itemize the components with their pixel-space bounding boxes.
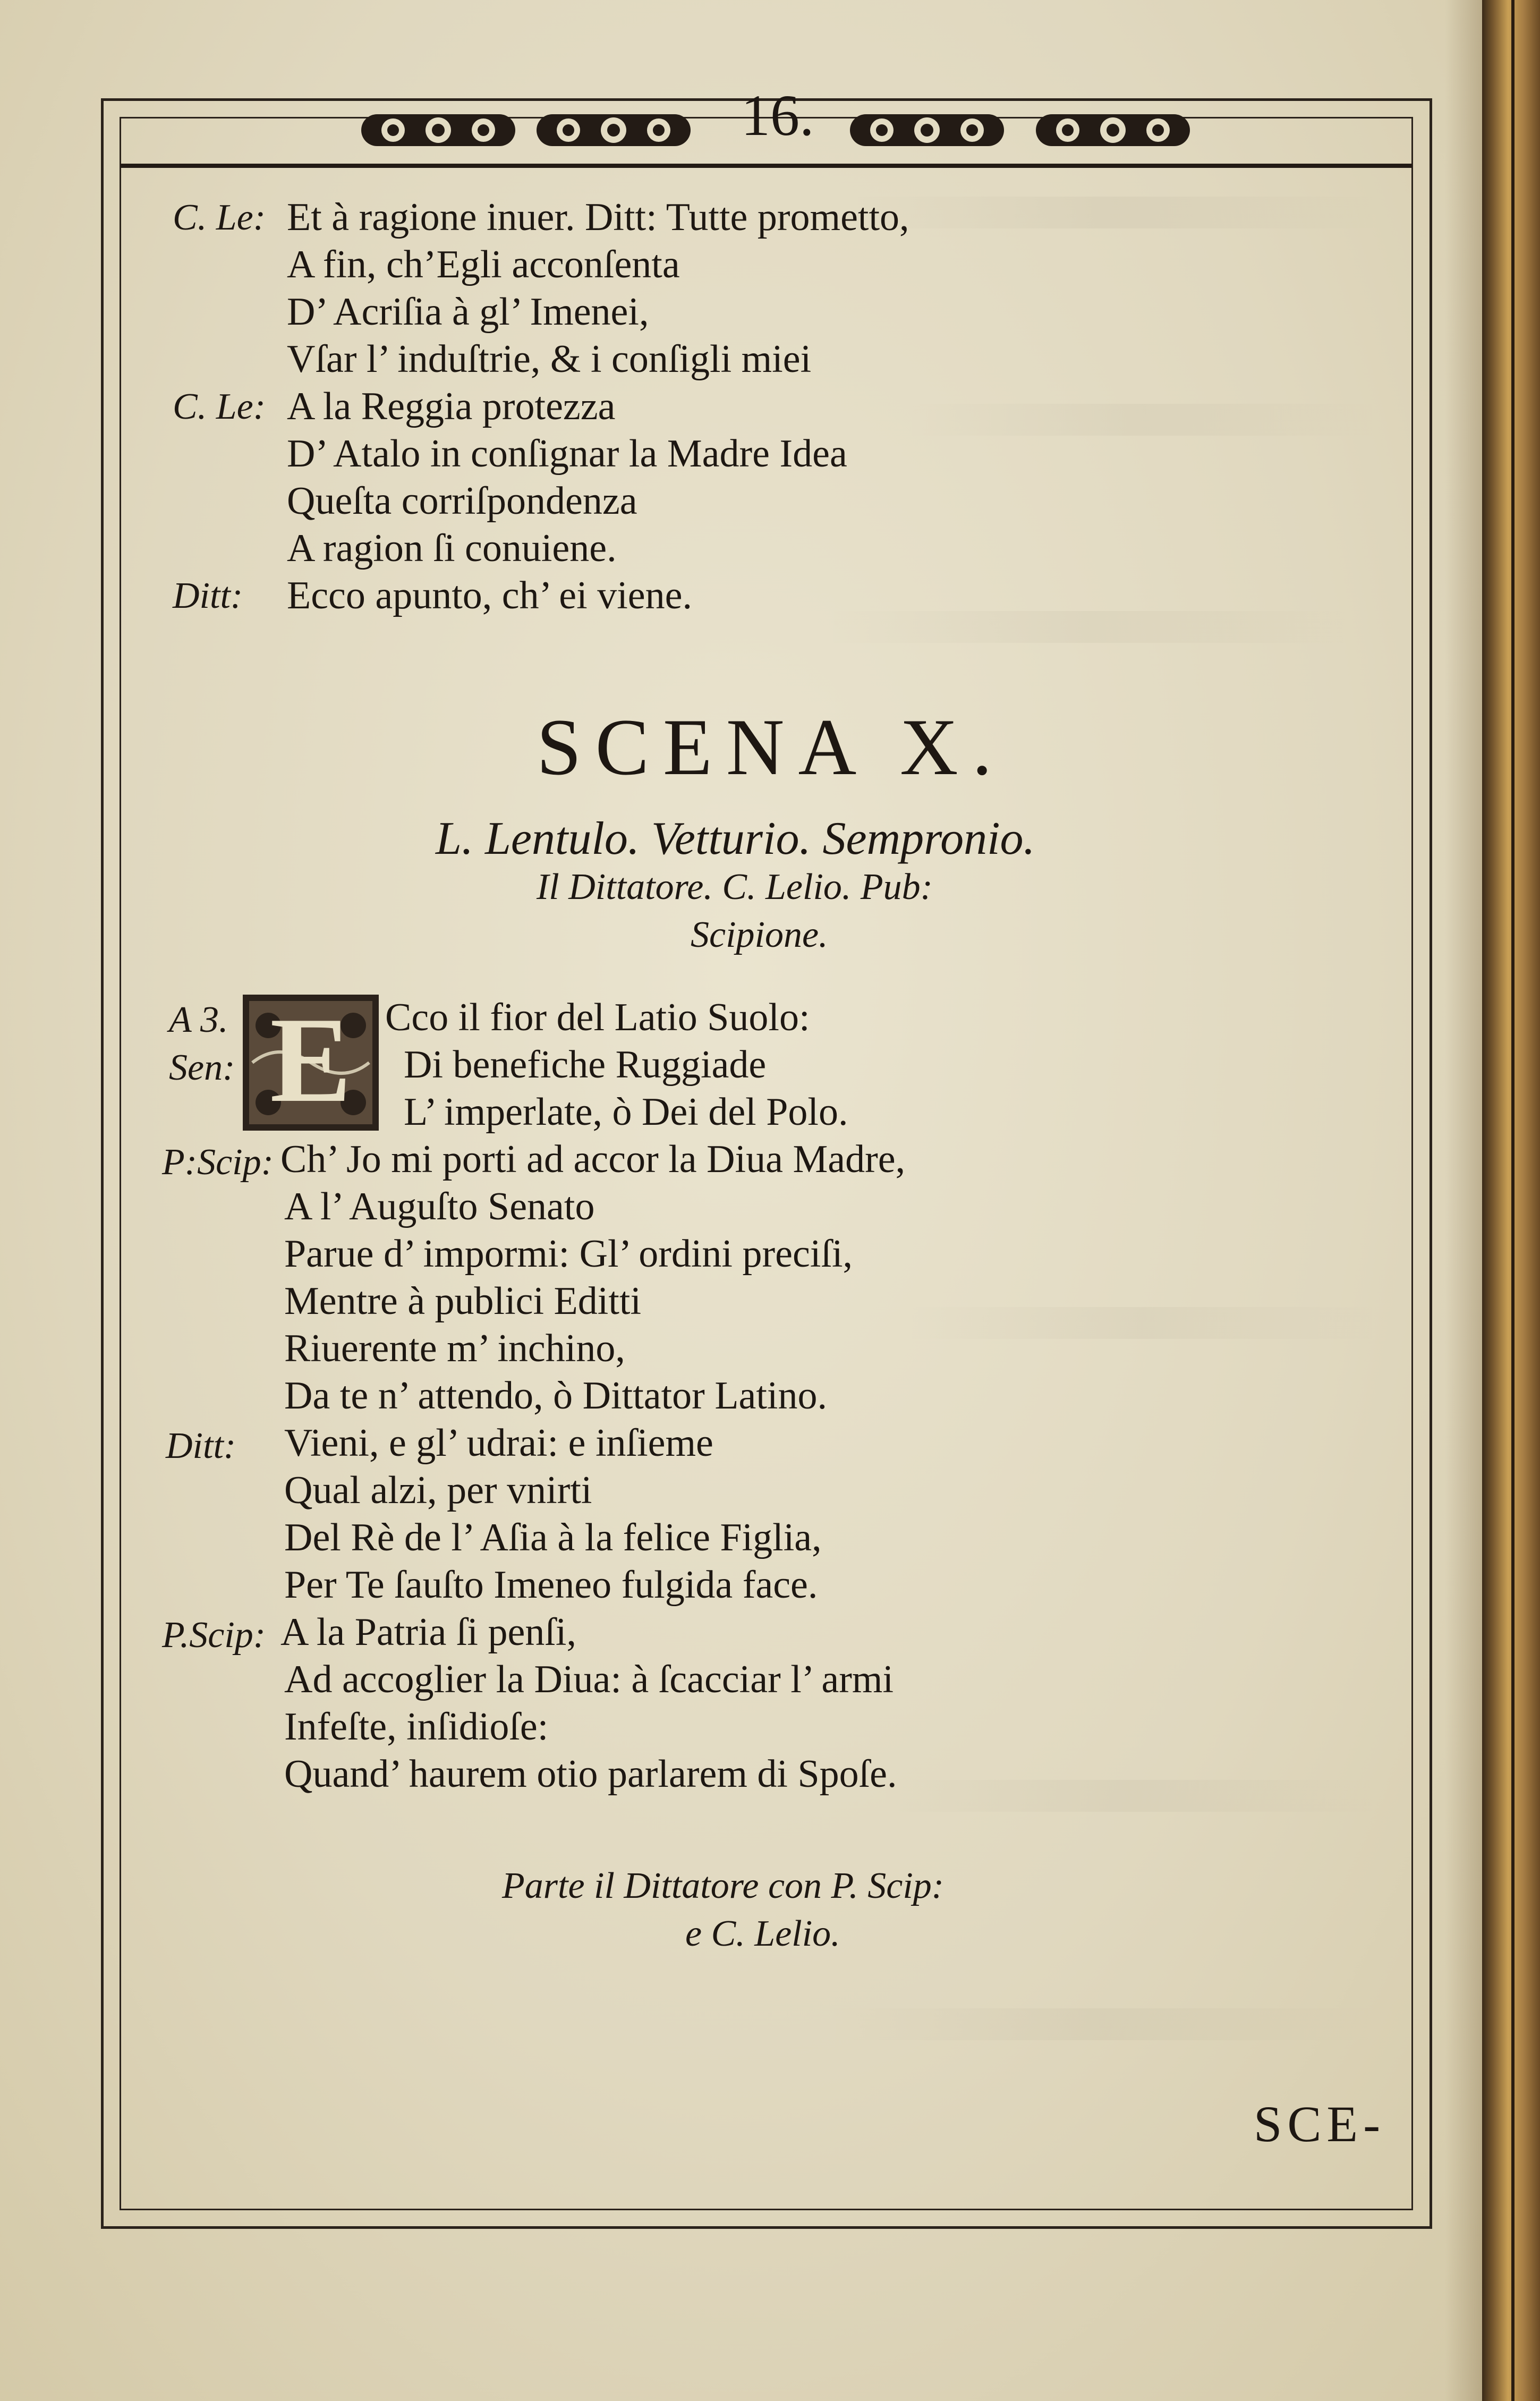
verse-line: Vieni, e gl’ udrai: e inſieme	[284, 1421, 713, 1465]
verse-line: D’ Atalo in conſignar la Madre Idea	[287, 432, 847, 476]
speaker-label: P:Scip:	[162, 1142, 274, 1183]
verse-line: Per Te ſauſto Imeneo fulgida face.	[284, 1563, 818, 1607]
right-ornament-1	[850, 101, 1004, 157]
speaker-label: P.Scip:	[162, 1615, 266, 1656]
page-number: 16.	[741, 83, 814, 148]
verse-line: A la Reggia protezza	[287, 385, 616, 428]
verse-line: A l’ Auguſto Senato	[284, 1185, 595, 1228]
verse-line: Mentre à publici Editti	[284, 1279, 641, 1323]
scene-title: SCENA X.	[537, 702, 1006, 792]
personae-line-2: Il Dittatore. C. Lelio. Pub:	[537, 867, 933, 907]
verse-line: Et à ragione inuer. Ditt: Tutte prometto,	[287, 196, 909, 239]
personae-line-3: Scipione.	[691, 914, 828, 955]
decorated-initial	[242, 994, 380, 1132]
catchword: SCE-	[1254, 2095, 1386, 2152]
speaker-label: C. Le:	[173, 197, 266, 238]
stage-direction-line-1: Parte il Dittatore con P. Scip:	[502, 1865, 945, 1906]
verse-line: Ch’ Jo mi porti ad accor la Diua Madre,	[280, 1138, 906, 1181]
speaker-label: A 3.	[169, 999, 228, 1040]
verse-line: A la Patria ſi penſi,	[280, 1610, 576, 1654]
verse-line: D’ Acriſia à gl’ Imenei,	[287, 290, 649, 334]
initial-letter: E	[270, 992, 352, 1127]
verse-line: Ad accoglier la Diua: à ſcacciar l’ armi	[284, 1658, 894, 1701]
header-rule	[121, 164, 1412, 168]
verse-line: Infeſte, inſidioſe:	[284, 1705, 549, 1749]
speaker-label: Ditt:	[166, 1426, 236, 1466]
left-ornament-2	[537, 101, 691, 157]
verse-line: A fin, ch’Egli acconſenta	[287, 243, 680, 286]
verse-line: Cco il fior del Latio Suolo:	[385, 996, 810, 1039]
left-ornament-1	[361, 101, 515, 157]
speaker-label: Sen:	[169, 1047, 235, 1088]
verse-line: Riuerente m’ inchino,	[284, 1327, 625, 1370]
verse-line: L’ imperlate, ò Dei del Polo.	[404, 1090, 848, 1134]
verse-line: Qual alzi, per vnirti	[284, 1469, 592, 1512]
speaker-label: C. Le:	[173, 386, 266, 427]
right-ornament-2	[1036, 101, 1190, 157]
speaker-label: Ditt:	[173, 575, 243, 616]
verse-line: Vſar l’ induſtrie, & i conſigli miei	[287, 337, 812, 381]
verse-line: Quand’ haurem otio parlarem di Spoſe.	[284, 1752, 897, 1796]
verse-line: Queſta corriſpondenza	[287, 479, 637, 523]
verse-line: Ecco apunto, ch’ ei viene.	[287, 574, 692, 617]
verse-line: Da te n’ attendo, ò Dittator Latino.	[284, 1374, 827, 1418]
personae-line-1: L. Lentulo. Vetturio. Sempronio.	[436, 813, 1035, 864]
verse-line: A ragion ſi conuiene.	[287, 527, 617, 570]
verse-line: Di benefiche Ruggiade	[404, 1043, 767, 1087]
verse-line: Del Rè de l’ Aſia à la felice Figlia,	[284, 1516, 822, 1559]
stage-direction-line-2: e C. Lelio.	[685, 1913, 840, 1954]
verse-line: Parue d’ impormi: Gl’ ordini preciſi,	[284, 1232, 853, 1276]
